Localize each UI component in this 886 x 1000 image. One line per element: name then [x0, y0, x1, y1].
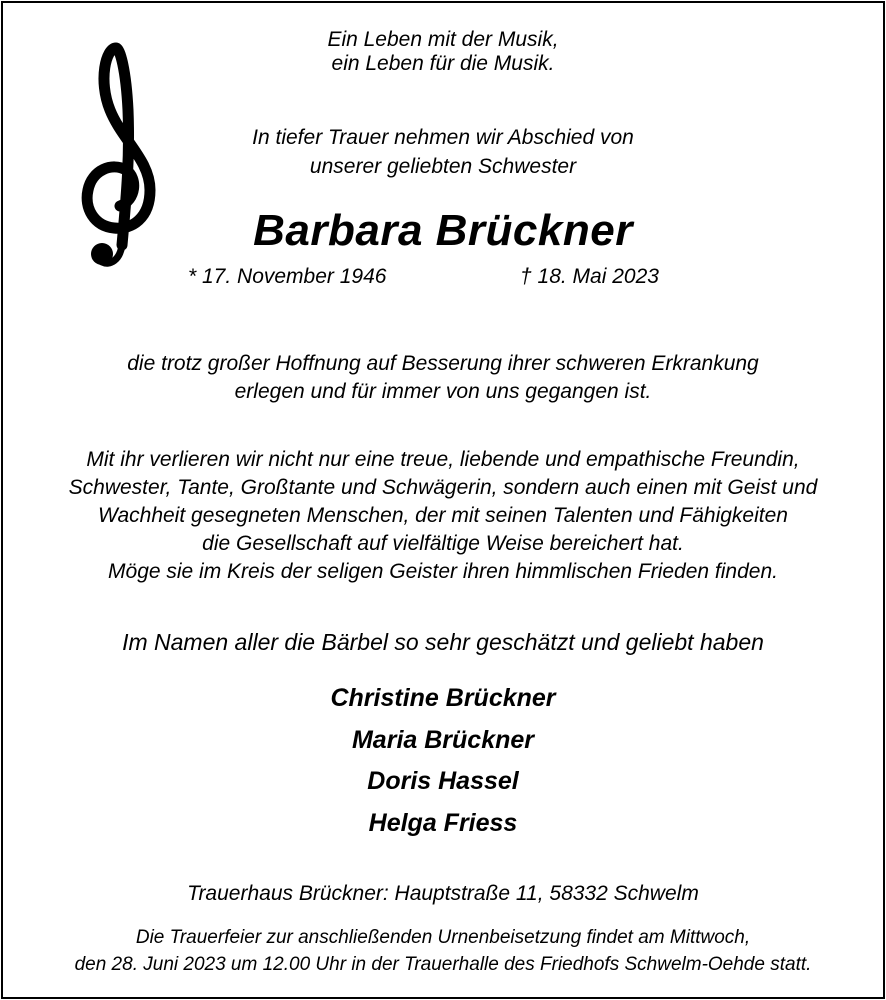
mourning-house-address: Trauerhaus Brückner: Hauptstraße 11, 58332 Schwelm — [187, 882, 699, 905]
signer-name: Doris Hassel — [367, 767, 519, 795]
paragraph2-line-5: Möge sie im Kreis der seligen Geister ihren himmlischen Frieden finden. — [108, 560, 778, 583]
paragraph2-line-3: Wachheit gesegneten Menschen, der mit seinen Talenten und Fähigkeiten — [98, 504, 788, 527]
paragraph2-line-4: die Gesellschaft auf vielfältige Weise bereichert hat. — [202, 532, 684, 555]
signer-name: Helga Friess — [368, 809, 518, 837]
funeral-info-line-2: den 28. Juni 2023 um 12.00 Uhr in der Trauerhalle des Friedhofs Schwelm-Oehde statt. — [74, 954, 812, 975]
signer-name: Christine Brückner — [330, 684, 556, 712]
birth-date: * 17. November 1946 — [188, 265, 387, 288]
funeral-info-line-1: Die Trauerfeier zur anschließenden Urnenbeisetzung findet am Mittwoch, — [135, 927, 751, 948]
paragraph2-line-2: Schwester, Tante, Großtante und Schwägerin, sondern auch einen mit Geist und — [68, 476, 818, 499]
paragraph2-line-1: Mit ihr verlieren wir nicht nur eine treue, liebende und empathische Freundin, — [86, 448, 800, 471]
intro-line-1: In tiefer Trauer nehmen wir Abschied von — [252, 126, 634, 149]
motto-line-1: Ein Leben mit der Musik, — [327, 28, 559, 51]
motto-line-2: ein Leben für die Musik. — [331, 52, 555, 75]
on-behalf-line: Im Namen aller die Bärbel so sehr geschätzt und geliebt haben — [122, 629, 764, 655]
death-date: † 18. Mai 2023 — [520, 265, 659, 288]
intro-line-2: unserer geliebten Schwester — [309, 155, 577, 178]
deceased-name: Barbara Brückner — [253, 206, 633, 255]
paragraph1-line-1: die trotz großer Hoffnung auf Besserung ihrer schweren Erkrankung — [127, 352, 759, 375]
signer-name: Maria Brückner — [351, 726, 535, 754]
paragraph1-line-2: erlegen und für immer von uns gegangen ist. — [234, 380, 652, 403]
